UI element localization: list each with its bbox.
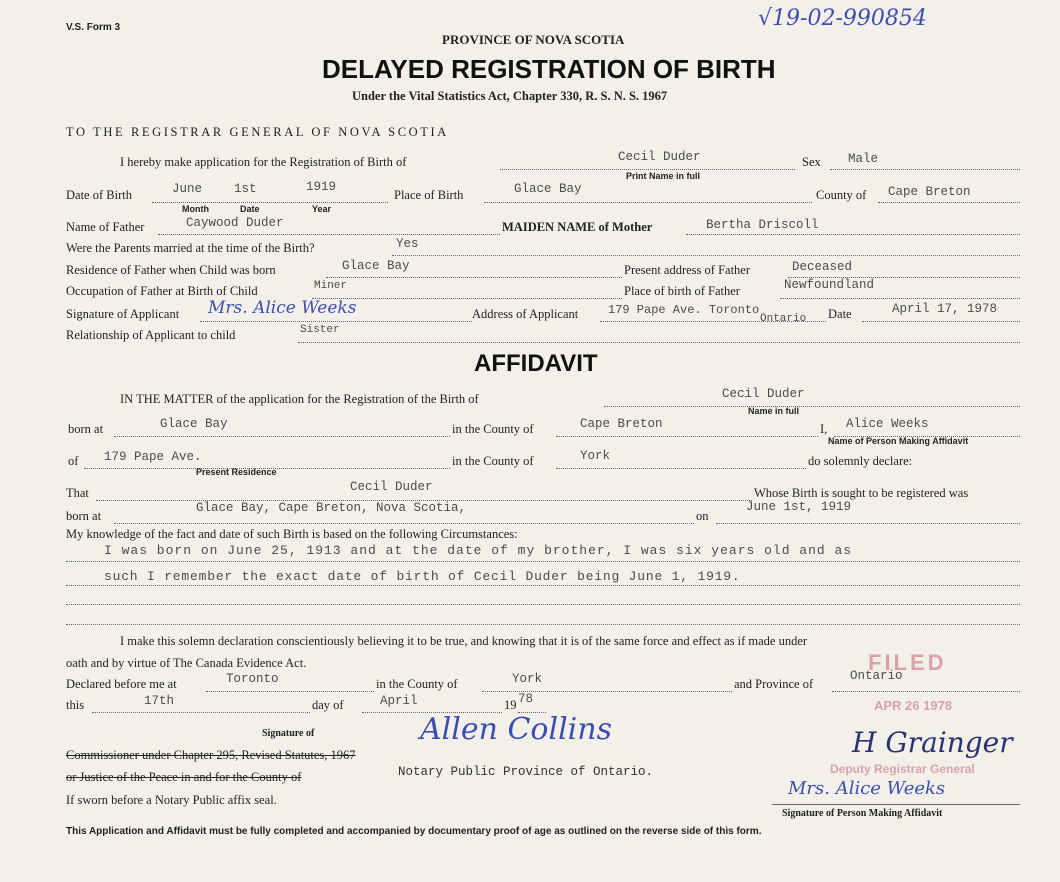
residence-field[interactable]: Glace Bay [342, 259, 410, 273]
day-field[interactable]: 17th [144, 694, 175, 708]
county2-field[interactable]: York [580, 449, 611, 463]
occupation-label: Occupation of Father at Birth of Child [66, 284, 258, 298]
county3-field[interactable]: York [512, 672, 543, 686]
father-label: Name of Father [66, 220, 145, 234]
place-field[interactable]: Glace Bay [514, 182, 582, 196]
dob-date-field[interactable]: 1st [234, 182, 257, 196]
occupation-field[interactable]: Miner [314, 280, 348, 292]
notary-text: Notary Public Province of Ontario. [398, 765, 654, 779]
deponent-name-label: Name of Person Making Affidavit [828, 436, 969, 446]
sex-field[interactable]: Male [848, 152, 879, 166]
sex-label: Sex [802, 155, 821, 169]
father-field[interactable]: Caywood Duder [186, 216, 284, 230]
born-at2-label: born at [66, 509, 102, 523]
declared-label: Declared before me at [66, 677, 177, 691]
county2-label: in the County of [452, 454, 534, 468]
married-field[interactable]: Yes [396, 237, 419, 251]
page-subtitle: Under the Vital Statistics Act, Chapter 330, R. S. N. S. 1967 [352, 89, 668, 103]
deponent-signature-label: Signature of Person Making Affidavit [782, 808, 943, 819]
declaration-text-2: oath and by virtue of The Canada Evidence Act. [66, 656, 307, 670]
affidavit-child-name-field[interactable]: Cecil Duder [722, 387, 805, 401]
circumstance-line-1[interactable]: I was born on June 25, 1913 and at the date of my brother, I was six years old and as [104, 543, 853, 558]
born-at-label: born at [68, 422, 104, 436]
that-name-field[interactable]: Cecil Duder [350, 480, 433, 494]
of-label: of [68, 454, 79, 468]
present-residence-label: Present Residence [196, 467, 277, 477]
applicant-address-line2[interactable]: Ontario [760, 313, 807, 325]
relationship-field[interactable]: Sister [300, 324, 340, 336]
on-label: on [696, 509, 709, 523]
footer-note: This Application and Affidavit must be fully completed and accompanied by documentary proof of age as outlined on the reverse side of this form. [66, 826, 762, 837]
filed-stamp: FILED [868, 650, 947, 675]
form-number: V.S. Form 3 [66, 22, 121, 33]
application-date-field[interactable]: April 17, 1978 [892, 302, 998, 316]
residence-label: Residence of Father when Child was born [66, 263, 276, 277]
married-label: Were the Parents married at the time of the Birth? [66, 241, 315, 255]
filed-date-stamp: APR 26 1978 [874, 698, 953, 713]
year-field[interactable]: 78 [518, 692, 534, 706]
handwritten-file-number: √19-02-990854 [758, 6, 927, 31]
province-field[interactable]: Ontario [850, 669, 903, 683]
notary-signature: Allen Collins [420, 712, 612, 747]
application-intro: I hereby make application for the Registration of Birth of [120, 155, 407, 169]
mother-label: MAIDEN NAME of Mother [502, 220, 653, 234]
this-label: this [66, 698, 85, 712]
registrar-signature: H Grainger [852, 726, 1013, 759]
matter-text: IN THE MATTER of the application for the Registration of the Birth of [120, 392, 479, 406]
declaration-text: I make this solemn declaration conscientiously believing it to be true, and knowing that it is of the same force and effect as if made under [120, 634, 808, 648]
mother-field[interactable]: Bertha Driscoll [706, 218, 819, 232]
justice-text: or Justice of the Peace in and for the County of [66, 770, 302, 784]
knowledge-text: My knowledge of the fact and date of such Birth is based on the following Circumstances: [66, 527, 518, 541]
signature-of-label: Signature of [262, 728, 315, 739]
province-label: and Province of [734, 677, 814, 691]
whose-birth-text: Whose Birth is sought to be registered was [754, 486, 969, 500]
notary-note: If sworn before a Notary Public affix seal. [66, 793, 277, 807]
applicant-signature: Mrs. Alice Weeks [208, 298, 357, 318]
deponent-signature: Mrs. Alice Weeks [788, 778, 946, 799]
county3-label: in the County of [376, 677, 458, 691]
that-label: That [66, 486, 89, 500]
place-label: Place of Birth [394, 188, 464, 202]
affidavit-county-field[interactable]: Cape Breton [580, 417, 663, 431]
registrar-title-stamp: Deputy Registrar General [830, 762, 975, 776]
child-name-field[interactable]: Cecil Duder [618, 150, 701, 164]
affidavit-heading: AFFIDAVIT [474, 350, 598, 377]
print-name-label: Print Name in full [626, 171, 701, 181]
deponent-name-field[interactable]: Alice Weeks [846, 417, 929, 431]
month-field[interactable]: April [380, 694, 418, 708]
year-label: Year [312, 204, 332, 214]
deponent-residence-field[interactable]: 179 Pape Ave. [104, 450, 202, 464]
present-address-field[interactable]: Deceased [792, 260, 853, 274]
month-label: Month [182, 204, 209, 214]
on-date-field[interactable]: June 1st, 1919 [746, 500, 852, 514]
commissioner-text: Commissioner under Chapter 295, Revised Statutes, 1967 [66, 748, 356, 762]
name-in-full-label: Name in full [748, 406, 800, 416]
year-prefix: 19 [504, 698, 517, 712]
province-heading: PROVINCE OF NOVA SCOTIA [442, 32, 625, 47]
signature-label: Signature of Applicant [66, 307, 180, 321]
born-at2-field[interactable]: Glace Bay, Cape Breton, Nova Scotia, [196, 501, 467, 515]
day-of-label: day of [312, 698, 344, 712]
applicant-address-label: Address of Applicant [472, 307, 579, 321]
dob-year-field[interactable]: 1919 [306, 180, 337, 194]
father-birthplace-label: Place of birth of Father [624, 284, 740, 298]
county-field[interactable]: Cape Breton [888, 185, 971, 199]
dob-month-field[interactable]: June [172, 182, 203, 196]
declared-at-field[interactable]: Toronto [226, 672, 279, 686]
county-label: County of [816, 188, 867, 202]
declare-text: do solemnly declare: [808, 454, 913, 468]
application-date-label: Date [828, 307, 852, 321]
date-label: Date [240, 204, 260, 214]
addressee: TO THE REGISTRAR GENERAL OF NOVA SCOTIA [66, 125, 449, 139]
county-of-label: in the County of [452, 422, 534, 436]
relationship-label: Relationship of Applicant to child [66, 328, 236, 342]
i-label: I, [820, 422, 828, 436]
father-birthplace-field[interactable]: Newfoundland [784, 278, 875, 292]
page-title: DELAYED REGISTRATION OF BIRTH [322, 54, 776, 84]
applicant-address-field[interactable]: 179 Pape Ave. Toronto [608, 303, 760, 317]
born-at-field[interactable]: Glace Bay [160, 417, 228, 431]
present-address-label: Present address of Father [624, 263, 751, 277]
circumstance-line-2[interactable]: such I remember the exact date of birth of Cecil Duder being June 1, 1919. [104, 569, 741, 584]
dob-label: Date of Birth [66, 188, 132, 202]
